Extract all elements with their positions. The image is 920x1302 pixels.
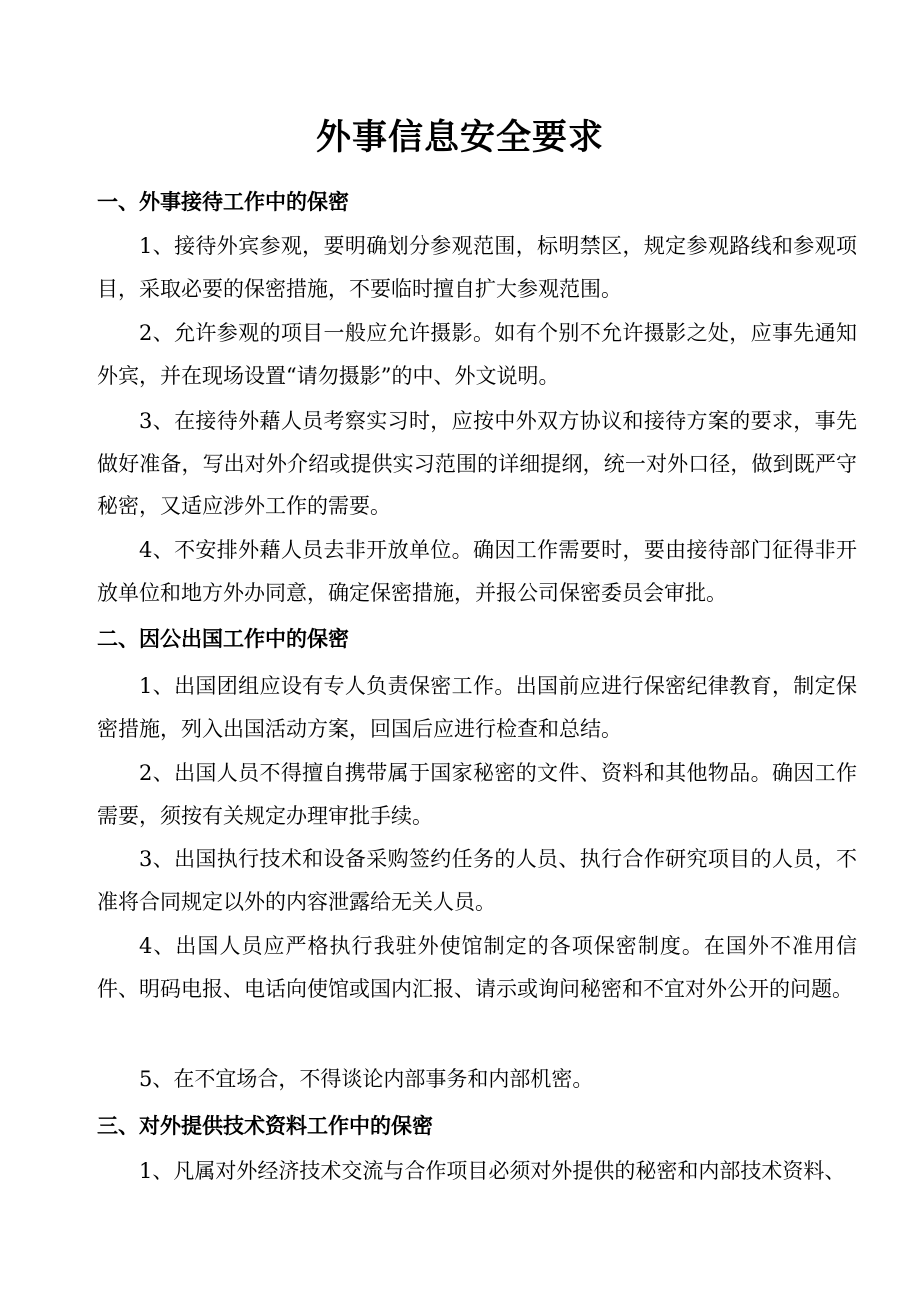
paragraph-3-1: 1、凡属对外经济技术交流与合作项目必须对外提供的秘密和内部技术资料、 <box>139 1159 846 1183</box>
paragraph-2-4: 4、出国人员应严格执行我驻外使馆制定的各项保密制度。在国外不准用信件、明码电报、电话向使馆或国内汇报、请示或询问秘密和不宜对外公开的问题。 <box>97 934 857 1001</box>
paragraph-2-3: 3、出国执行技术和设备采购签约任务的人员、执行合作研究项目的人员，不准将合同规定以外的内容泄露给无关人员。 <box>97 847 857 914</box>
paragraph-2-1: 1、出国团组应设有专人负责保密工作。出国前应进行保密纪律教育，制定保密措施，列入出国活动方案，回国后应进行检查和总结。 <box>97 674 857 741</box>
document-title: 外事信息安全要求 <box>315 117 604 158</box>
paragraph-1-3: 3、在接待外藉人员考察实习时，应按中外双方协议和接待方案的要求，事先做好准备，写出对外介绍或提供实习范围的详细提纲，统一对外口径，做到既严守秘密，又适应涉外工作的需要。 <box>97 409 857 518</box>
paragraph-1-1: 1、接待外宾参观，要明确划分参观范围，标明禁区，规定参观路线和参观项目，采取必要的保密措施，不要临时擅自扩大参观范围。 <box>97 234 857 301</box>
section-heading-1: 一、外事接待工作中的保密 <box>97 189 349 214</box>
paragraph-2-2: 2、出国人员不得擅自携带属于国家秘密的文件、资料和其他物品。确因工作需要，须按有关规定办理审批手续。 <box>97 761 857 828</box>
section-heading-3: 三、对外提供技术资料工作中的保密 <box>97 1113 433 1138</box>
paragraph-1-4: 4、不安排外藉人员去非开放单位。确因工作需要时，要由接待部门征得非开放单位和地方外办同意，确定保密措施，并报公司保密委员会审批。 <box>97 538 857 605</box>
paragraph-2-5: 5、在不宜场合，不得谈论内部事务和内部机密。 <box>139 1067 594 1091</box>
paragraph-1-2: 2、允许参观的项目一般应允许摄影。如有个别不允许摄影之处，应事先通知外宾，并在现场设置“请勿摄影”的中、外文说明。 <box>97 321 857 388</box>
section-heading-2: 二、因公出国工作中的保密 <box>97 626 349 651</box>
